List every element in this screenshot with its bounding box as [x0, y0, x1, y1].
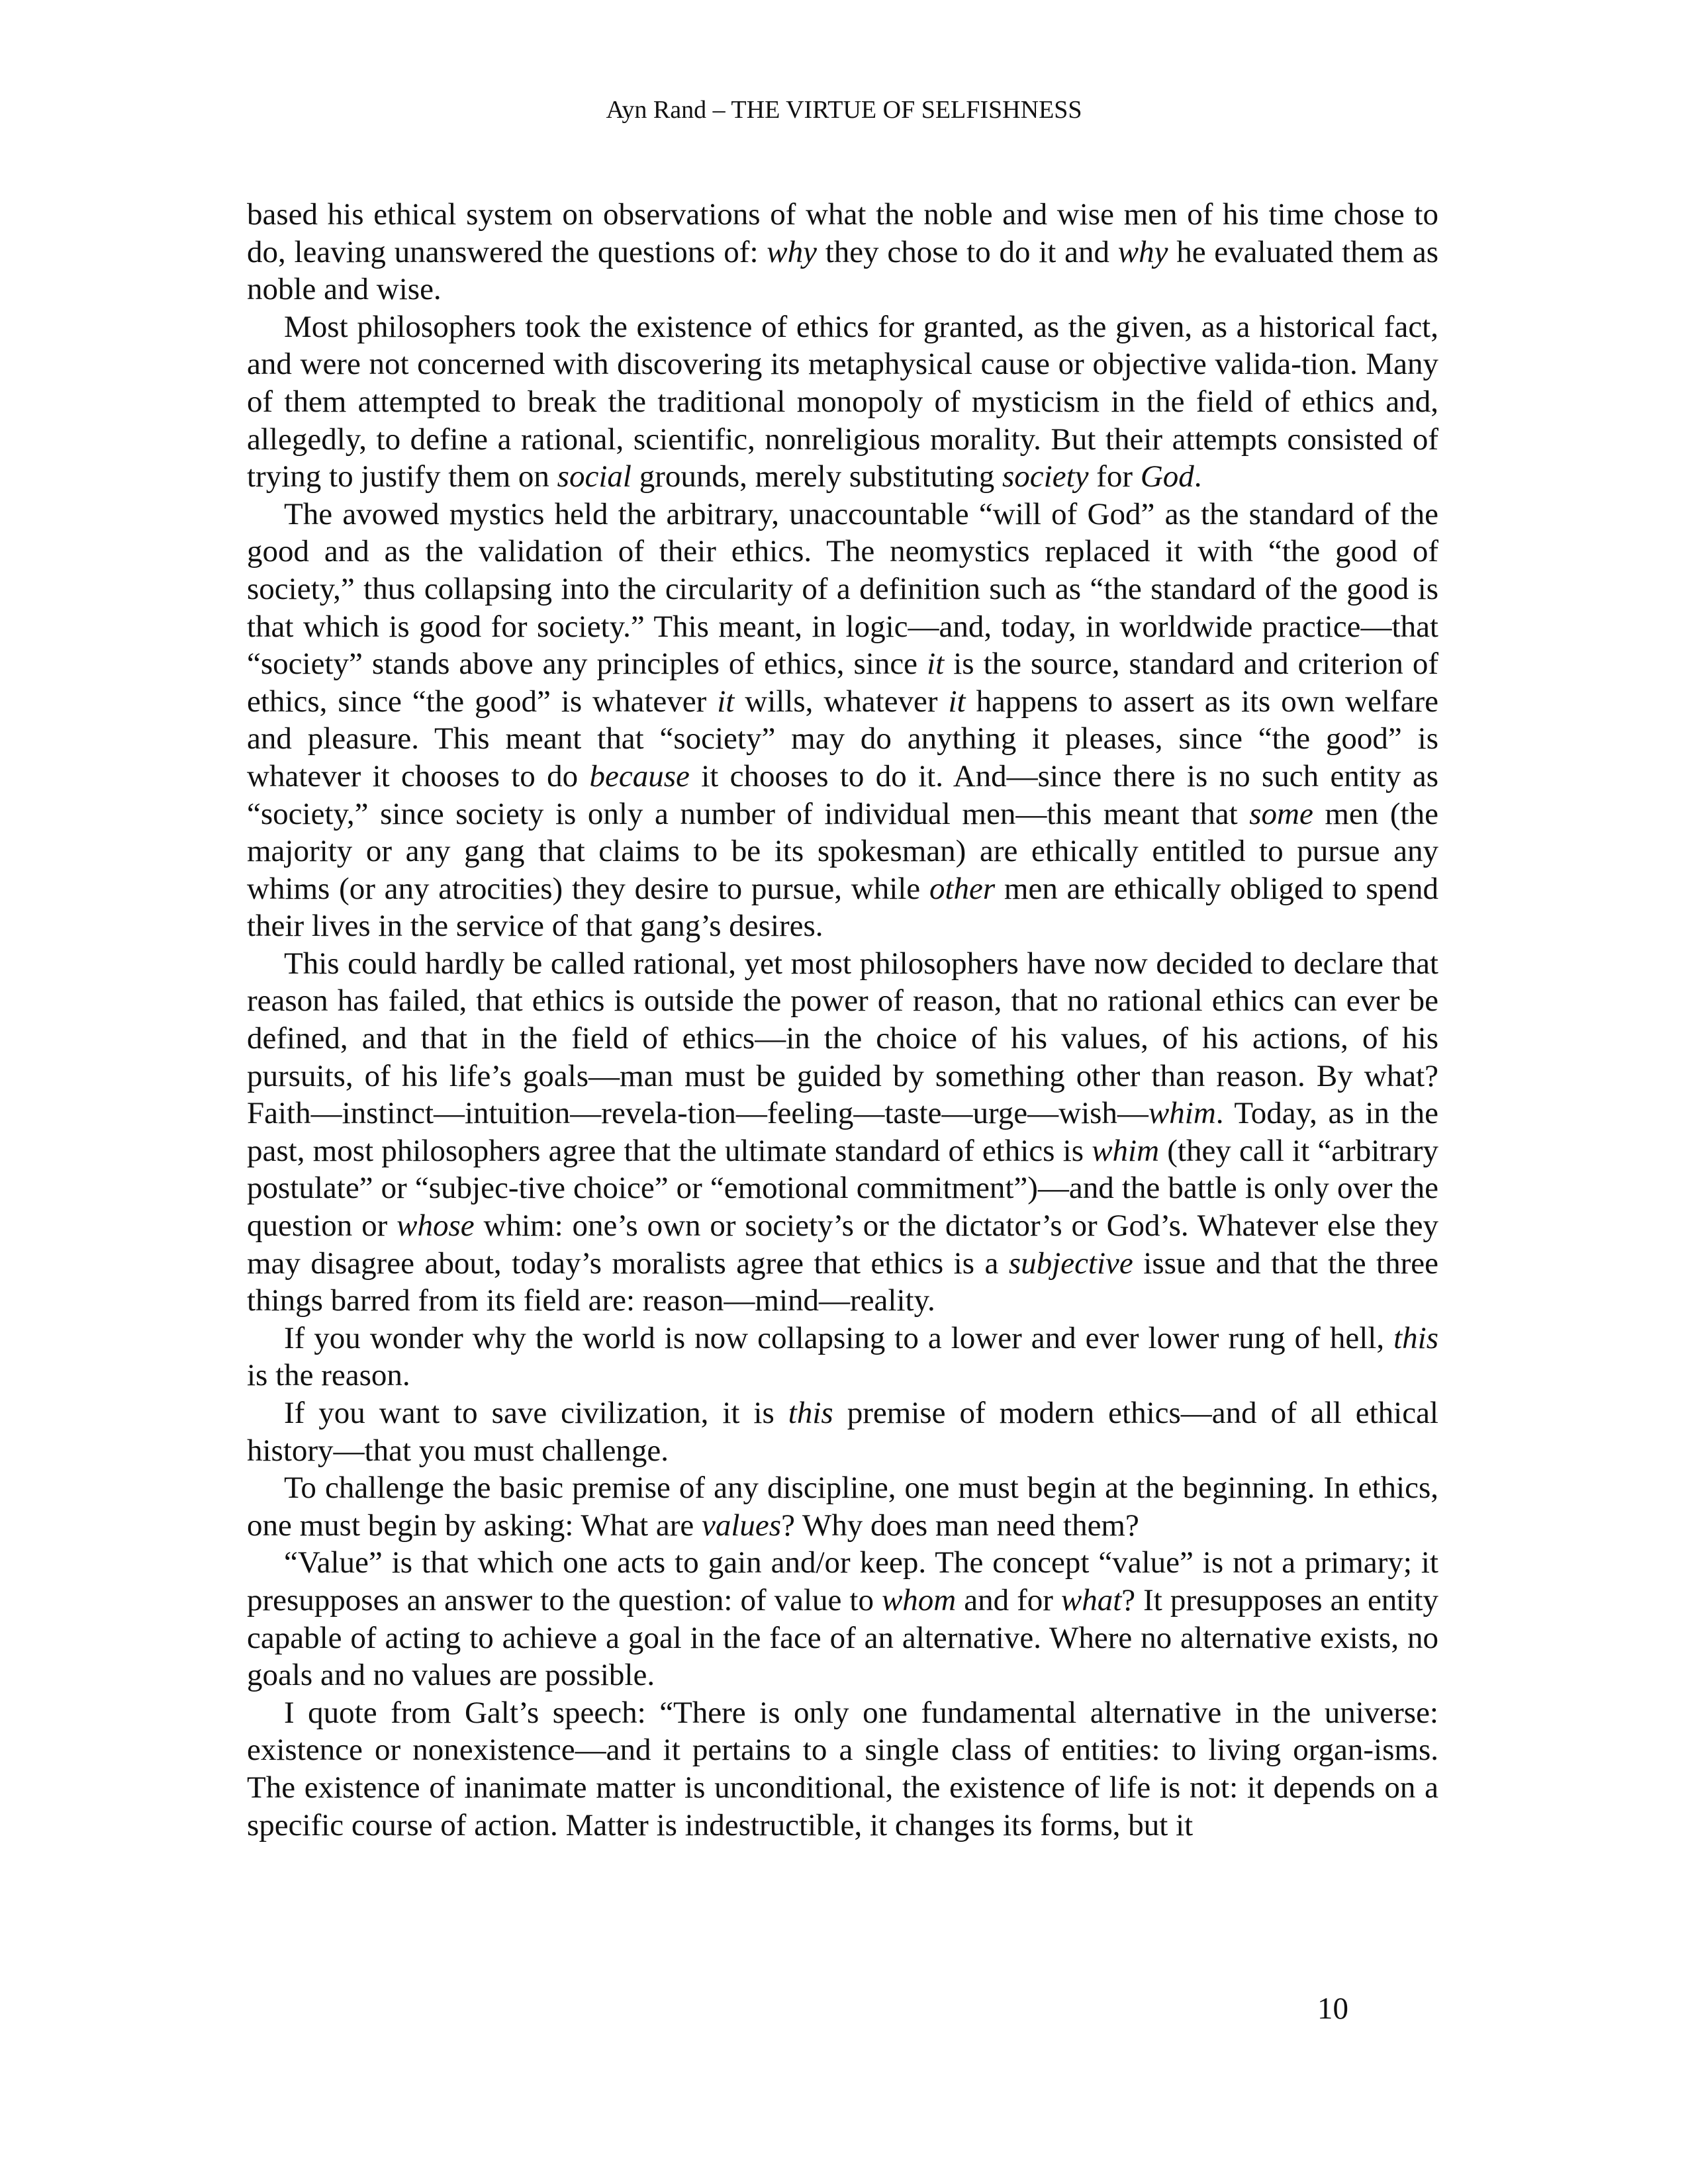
text-run: they chose to do it and	[816, 234, 1118, 269]
text-run: wills, whatever	[734, 684, 949, 719]
italic-text: what	[1060, 1582, 1122, 1617]
text-run: Most philosophers took the existence of ethics for granted, as the given, as a historical fact, and were not concerned with discovering its metaphysical cause or objective valida-tion. Many of them attempted to break the traditional monopoly of mysticism in the field of ethics and, allegedly, to define a rational, scientific, nonreligious morality. But their attempts consisted of trying to justify them on	[247, 309, 1438, 494]
text-run: he evaluated them as noble and wise.	[247, 234, 1438, 307]
text-run: ? Why does man need them?	[781, 1508, 1139, 1543]
italic-text: whose	[397, 1208, 475, 1244]
paragraph	[247, 496, 1438, 945]
text-run: is the reason.	[247, 1358, 410, 1393]
italic-text: this	[1393, 1320, 1438, 1355]
text-run: .	[1194, 459, 1202, 494]
text-run: ? It presupposes an entity capable of acting to achieve a goal in the face of an alternative. Where no alternative exists, no goals and no values are possible.	[247, 1582, 1438, 1693]
italic-text: it	[927, 647, 945, 682]
text-run: based his ethical system on observations of what the noble and wise men of his time chose to do, leaving unanswered the questions of:	[247, 197, 1438, 269]
paragraph	[247, 1544, 1438, 1694]
text-run: (they call it “arbitrary postulate” or “subjec-tive choice” or “emotional commitment”)—and the battle is only over the question or	[247, 1133, 1438, 1244]
running-header: Ayn Rand – THE VIRTUE OF SELFISHNESS	[606, 96, 1082, 124]
italic-text: it	[717, 684, 735, 719]
text-run: This could hardly be called rational, yet most philosophers have now decided to declare that reason has failed, that ethics is outside the power of reason, that no rational ethics can ever be defined, and that in the field of ethics—in the choice of his values, of his actions, of his pursuits, of his life’s goals—man must be guided by something other than reason. By what? Faith—instinct—intuition—revela-tion—feeling—taste—urge—wish—	[247, 946, 1438, 1131]
text-run: it chooses to do it. And—since there is no such entity as “society,” since society is only a number of individual men—this meant that	[247, 758, 1438, 831]
text-run: whim: one’s own or society’s or the dictator’s or God’s. Whatever else they may disagree about, today’s moralists agree that ethics is a	[247, 1208, 1439, 1281]
text-run: happens to assert as its own welfare and pleasure. This meant that “society” may do anything it pleases, since “the good” is whatever it chooses to do	[247, 684, 1439, 794]
italic-text: whom	[881, 1582, 957, 1617]
text-run: The avowed mystics held the arbitrary, unaccountable “will of God” as the standard of the good and as the validation of their ethics. The neomystics replaced it with “the good of society,” thus collapsing into the circularity of a definition such as “the standard of the good is that which is good for society.” This meant, in logic—and, today, in worldwide practice—that “society” stands above any principles of ethics, since	[247, 496, 1438, 682]
text-run: If you want to save civilization, it is	[284, 1396, 788, 1430]
text-run: I quote from Galt’s speech: “There is only one fundamental alternative in the universe: existence or nonexistence—and it pertains to a single class of entities: to living organ-isms. The existence of inanimate matter is unconditional, the existence of life is not: it depends on a specific course of action. Matter is indestructible, it changes its forms, but it	[247, 1695, 1438, 1843]
italic-text: society	[1002, 459, 1089, 494]
italic-text: subjective	[1008, 1246, 1133, 1281]
italic-text: social	[557, 459, 632, 494]
italic-text: values	[702, 1508, 782, 1543]
paragraph	[247, 945, 1438, 1320]
text-run: . Today, as in the past, most philosophers agree that the ultimate standard of ethics is	[247, 1096, 1438, 1168]
text-run: is the source, standard and criterion of ethics, since “the good” is whatever	[247, 647, 1438, 719]
italic-text: because	[589, 758, 690, 794]
paragraph	[247, 1394, 1438, 1469]
paragraph	[247, 1320, 1438, 1394]
text-run: men are ethically obliged to spend their lives in the service of that gang’s desires.	[247, 871, 1439, 944]
paragraph	[247, 308, 1438, 496]
italic-text: why	[1117, 234, 1168, 269]
text-run: premise of modern ethics—and of all ethical history—that you must challenge.	[247, 1396, 1438, 1468]
italic-text: it	[948, 684, 966, 719]
text-run: “Value” is that which one acts to gain and/or keep. The concept “value” is not a primary; it presupposes an answer to the question: of value to	[247, 1545, 1438, 1617]
italic-text: whim	[1148, 1096, 1216, 1131]
paragraph	[247, 1694, 1438, 1844]
text-run: If you wonder why the world is now collapsing to a lower and ever lower rung of hell,	[284, 1320, 1394, 1355]
text-run: men (the majority or any gang that claims to be its spokesman) are ethically entitled to pursue any whims (or any atrocities) they desire to pursue, while	[247, 796, 1438, 906]
paragraph	[247, 196, 1438, 308]
italic-text: this	[788, 1396, 833, 1430]
text-run: To challenge the basic premise of any discipline, one must begin at the beginning. In ethics, one must begin by asking: What are	[247, 1471, 1438, 1543]
italic-text: other	[929, 871, 996, 906]
body-text	[247, 196, 1438, 1844]
italic-text: why	[767, 234, 817, 269]
text-run: grounds, merely substituting	[631, 459, 1003, 494]
text-run: for	[1088, 459, 1141, 494]
italic-text: whim	[1092, 1133, 1160, 1168]
page-number: 10	[1317, 1991, 1348, 2026]
text-run: and for	[956, 1582, 1061, 1617]
italic-text: God	[1140, 459, 1194, 494]
italic-text: some	[1249, 796, 1313, 831]
paragraph	[247, 1469, 1438, 1544]
text-run: issue and that the three things barred from its field are: reason—mind—reality.	[247, 1246, 1438, 1318]
